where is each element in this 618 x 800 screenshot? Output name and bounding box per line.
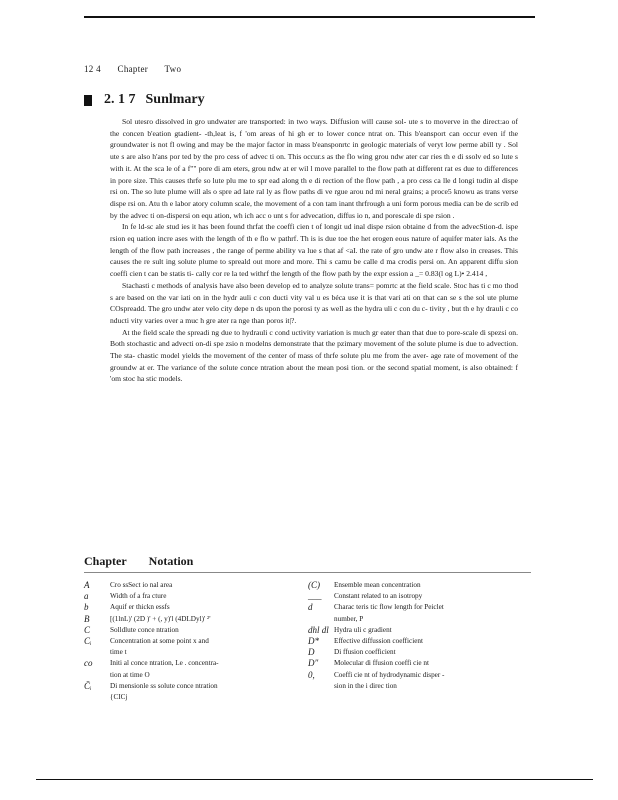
notation-definition: Constant related to an isotropy	[334, 592, 423, 601]
notation-definition: tion at time O	[110, 670, 150, 679]
text-line: ute s to moverve in the direct:ao of the concen b'eation gtadient- -th,leat is, f 'om areas of hi gh er to	[110, 117, 518, 138]
notation-definition: time t	[110, 648, 127, 657]
notation-symbol: C̄ᵢ	[84, 680, 92, 691]
chapter-number: Two	[164, 64, 182, 74]
text-line: At the field scale the spreadi ng due to hydrauli c cond uctivity variation is much gr eater	[122, 327, 396, 337]
notation-row	[84, 625, 294, 636]
notation-definition: Di ffusion coefficient	[334, 648, 396, 657]
notation-definition: sion in the i direc tion	[334, 681, 397, 690]
text-line: tivity , but th e hy drauli c co nducti vity varies over a muc h gre ater ra nge than poros it|?.	[110, 304, 518, 325]
notation-column-right	[308, 580, 518, 692]
notation-definition: Hydra uli c gradient	[334, 625, 392, 634]
notation-row	[308, 591, 518, 602]
notation-symbol: ___	[308, 591, 322, 602]
notation-row	[308, 614, 518, 625]
notation-row	[308, 625, 518, 636]
text-line: Sol ute s are also h'ans por ted by the pro cess of advec ti on. This occur.s as the flo wing	[110, 140, 519, 162]
notation-definition: Charac teris tic flow length for Peiclet	[334, 603, 444, 612]
text-line: flow also in creases. This causes the re sult ing solute plume to spreald out more and more.	[110, 245, 518, 267]
notation-definition: {CICj	[110, 693, 128, 702]
notation-definition: Initi al conce ntration, Le . concentra-	[110, 659, 219, 668]
paragraph	[110, 327, 518, 386]
running-head	[84, 64, 195, 74]
text-line: Atu th e labor atory column scale, the movement of a con tam inant thrfrough a uni form	[148, 198, 419, 208]
notation-definition: Di mensionle ss solute conce ntration	[110, 681, 218, 690]
notation-row	[84, 658, 294, 669]
notation-symbol: D	[308, 647, 315, 658]
notation-symbol	[308, 614, 334, 625]
notation-symbol: 0,	[308, 669, 315, 680]
notation-row	[84, 681, 294, 692]
text-line: the mean posi tion. or the second spatial moment, is also obtained: f 'om stoc ha stic models.	[110, 362, 518, 384]
notation-row	[308, 580, 518, 591]
notation-definition: Ensemble mean concentration	[334, 581, 421, 589]
notation-row	[84, 647, 294, 658]
text-line: age rate of movement of the groundw at er. The variance of the solute conce ntration about	[110, 351, 518, 372]
notation-symbol: Cᵢ	[84, 636, 92, 647]
text-line: grou ndw ater car ries th e di ssolv ed so lute s with it. At the sca le of a f"" pore di am eters,	[110, 152, 518, 173]
section-heading	[84, 92, 205, 108]
text-line: Thi s camu be calle d ma crodis persi on. An apparent diffu sion coeffi cien t can be statis ti-	[110, 257, 519, 279]
notation-symbol: D″	[308, 658, 319, 669]
notation-symbol: co	[84, 658, 93, 669]
text-line: porous media can be de scrib ed by the advec ti on-dispersi on equ ation, wh ich acc o unt s	[110, 198, 518, 220]
text-line: The gro undw ater velo city depe n ds upon the porosi ty as well as the hydra uli c con du c-	[147, 304, 428, 314]
text-line: grou ndw at er wil l move parallel to the flow path at different rat es due to differences in	[110, 163, 518, 185]
text-line: may be the major factor in mass b'eansponrtc in geologic materials of veryt low perme abill ty .	[210, 140, 506, 150]
notation-definition: Cro ssSect io nal area	[110, 581, 173, 589]
notation-row	[84, 670, 294, 681]
notation-definition: Molecular di ffusion coeffi cie nt	[334, 659, 429, 668]
page-number: 12 4	[84, 64, 101, 74]
paragraph	[110, 280, 518, 327]
notation-symbol: d	[308, 602, 313, 613]
section-number: 2. 1 7	[104, 92, 136, 107]
notation-row	[84, 580, 294, 591]
bottom-rule	[36, 779, 593, 780]
notation-row	[308, 636, 518, 647]
text-line: Stachasti c methods of analysis have also been develop ed to analyze solute trans=	[122, 280, 375, 290]
notation-row	[84, 692, 294, 703]
section-title: Sunlmary	[145, 92, 205, 107]
text-line: con ducti vity val u es béca use it is that vari ati on that can se s the sol ute plume COspreadd.	[110, 292, 518, 314]
notation-symbol	[84, 692, 110, 703]
text-line: for advecation, diffus io n, and porescale di spe rsion .	[289, 210, 455, 220]
notation-symbol: a	[84, 591, 89, 602]
notation-row	[308, 602, 518, 613]
notation-definition: Solldlute conce ntration	[110, 625, 179, 634]
notation-row	[84, 591, 294, 602]
notation-chapter-word: Chapter	[84, 554, 127, 568]
notation-symbol: C	[84, 624, 91, 635]
notation-definition: Concentration at some point x and	[110, 637, 209, 646]
notation-symbol	[308, 681, 334, 692]
notation-symbol: dhl dl	[308, 624, 329, 635]
text-line: pore size. This causes thrfe so lute plu me to spr ead along th e di rection of the flow path ,	[118, 175, 400, 185]
text-line: pomrtc at the field scale. Stoc has ti c mo thod s are based on the var iati on in the hydr auli c	[110, 280, 518, 302]
notation-row	[308, 658, 518, 669]
notation-definition: number, P	[334, 614, 364, 623]
text-line: obtaine d from the advecStion-d. ispe rsion eq uation incre ases with the length of th e flo w	[110, 222, 518, 244]
notation-symbol: (C)	[308, 580, 320, 590]
notation-definition: [(1lnL)' (2D )' + (, y)'l (4DLDyl)' ²'	[110, 614, 211, 623]
notation-row	[84, 614, 294, 625]
paragraph	[110, 221, 518, 280]
chapter-word: Chapter	[117, 64, 149, 74]
body-text	[110, 116, 518, 385]
text-line: lower conce ntrat on. This b'eansport can occur even if the groundwater is not fl owing and	[110, 128, 518, 150]
text-line: In fe ld-sc ale stud ies it has been found thrfat the coeffi cien t of longit ud inal dispe rsion	[122, 222, 401, 232]
text-line: Sol utesro dissolved in gro undwater are transported: in two ways. Diffusion will cause sol-	[122, 117, 407, 126]
notation-symbol: D*	[308, 636, 319, 647]
text-line: flow path increases , the range of perme ability va lue s that af <aI. the rate of gro undw ate r	[151, 245, 438, 255]
text-line: cally cor re la ted withrf the length of the flow path by the expr ession a _= 0.83(l og L)• 2.414 ,	[195, 269, 488, 279]
notation-column-left	[84, 580, 294, 703]
notation-symbol	[84, 670, 110, 681]
notation-symbol	[84, 647, 110, 658]
text-line: chastic model yields the movement of the center of mass of thrfe solute plu me from the aver-	[137, 351, 429, 361]
text-line: than that due to pore-scale di spezsi on. Both stochastic and advecti on-di spe zsio n modelns	[110, 327, 519, 349]
text-line: flow paths di ve rgue arou nd mi neral grains; a proce5 knowu as trans verse dispe rsi on.	[110, 187, 518, 208]
notation-row	[308, 647, 518, 658]
notation-heading	[84, 554, 215, 569]
notation-row	[84, 636, 294, 647]
notation-row	[84, 602, 294, 613]
notation-definition: Aquif er thickn essfs	[110, 603, 170, 612]
notation-row	[308, 681, 518, 692]
notation-symbol: B	[84, 613, 90, 624]
notation-title: Notation	[148, 554, 194, 568]
top-rule	[84, 16, 535, 18]
paragraph	[110, 116, 518, 221]
text-line: a pro cess ca lle d longi tudin al dispe rsi on. The so lute plume will als o spre ad late ral ly as	[110, 175, 518, 197]
notation-symbol: A	[84, 580, 90, 590]
text-line: demonstrate that the pzimary movement of the solute plume is due to advection. The sta-	[110, 339, 518, 361]
notation-definition: Effective diffussion coefficient	[334, 637, 424, 646]
notation-definition: Width of a fra cture	[110, 592, 167, 601]
notation-rule	[84, 572, 531, 573]
notation-definition: Coeffi cie nt of hydrodynamic disper -	[334, 670, 445, 679]
notation-row	[308, 670, 518, 681]
square-bullet-icon	[84, 95, 92, 106]
text-line: pathrf. Th is is due toe the het erogen eous nature of aquifer mater ials. As the length of the	[110, 234, 518, 255]
notation-symbol: b	[84, 602, 89, 613]
